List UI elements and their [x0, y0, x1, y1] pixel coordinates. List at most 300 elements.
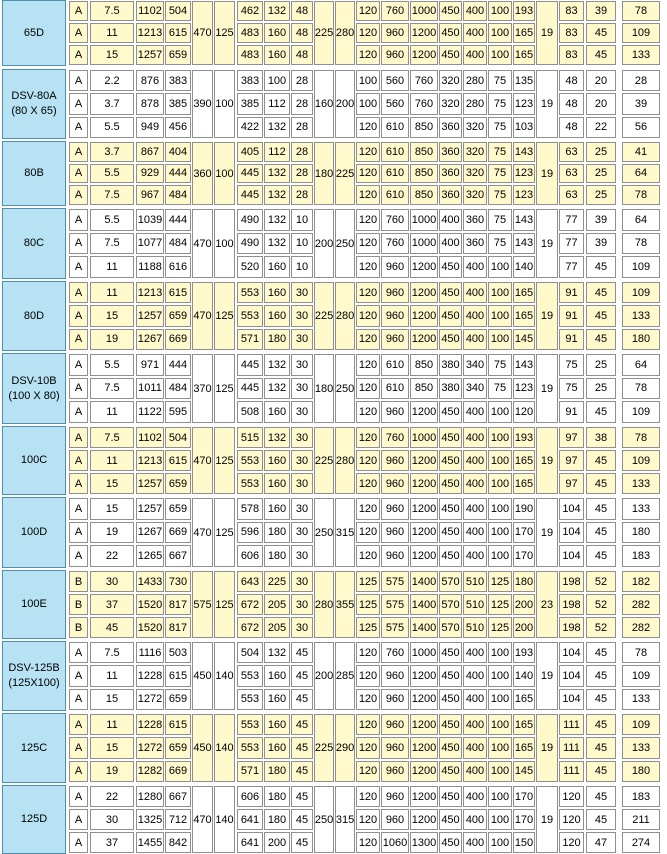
table-cell: A	[69, 450, 88, 471]
table-cell: 112	[264, 142, 290, 162]
table-cell: 120	[356, 761, 380, 782]
table-cell: 140	[513, 256, 535, 278]
table-cell: 75	[488, 164, 512, 184]
table-cell: A	[69, 522, 88, 544]
table-cell: 667	[165, 545, 191, 567]
table-cell: 400	[463, 809, 487, 830]
table-cell: 170	[513, 809, 535, 830]
table-cell: 28	[291, 164, 313, 184]
table-cell: 1200	[410, 329, 438, 350]
table-cell: 120	[356, 142, 380, 162]
table-cell: 280	[463, 70, 487, 91]
table-cell: 91	[559, 282, 584, 303]
table-cell: 133	[622, 498, 660, 520]
table-cell: 1000	[410, 209, 438, 231]
table-cell: 48	[559, 93, 584, 114]
table-cell: A	[69, 378, 88, 400]
merged-cell: 225	[314, 714, 334, 782]
table-cell: 570	[439, 571, 462, 592]
table-cell: 180	[513, 571, 535, 592]
table-cell: 133	[622, 305, 660, 326]
table-cell: 400	[463, 256, 487, 278]
table-cell: 45	[586, 545, 616, 567]
table-cell: 11	[90, 450, 134, 471]
model-cell	[2, 281, 66, 351]
table-cell: 28	[291, 93, 313, 114]
table-cell: 1200	[410, 737, 438, 758]
table-cell: 10	[291, 233, 313, 255]
table-cell: 120	[356, 786, 380, 807]
table-cell: 132	[264, 378, 290, 400]
table-cell: 100	[488, 1, 512, 21]
table-cell: 78	[622, 378, 660, 400]
table-cell: 180	[622, 761, 660, 782]
table-cell: 45	[90, 617, 134, 638]
table-cell: 400	[463, 522, 487, 544]
table-cell: 596	[237, 522, 263, 544]
table-cell: 45	[586, 23, 616, 43]
table-cell: 111	[559, 761, 584, 782]
table-cell: 383	[237, 70, 263, 91]
merged-cell: 125	[214, 1, 235, 65]
table-cell: 282	[622, 594, 660, 615]
table-cell: 340	[463, 354, 487, 376]
table-cell: 1400	[410, 617, 438, 638]
table-cell: 120	[356, 427, 380, 448]
table-cell: 450	[439, 427, 462, 448]
model-cell	[2, 208, 66, 279]
table-cell: 7.5	[90, 1, 134, 21]
table-cell: 132	[264, 642, 290, 663]
merged-cell: 200	[314, 642, 334, 710]
table-cell: 19	[90, 522, 134, 544]
model-cell	[2, 141, 66, 206]
table-cell: 100	[488, 832, 512, 853]
table-cell: 45	[291, 832, 313, 853]
table-cell: 25	[586, 185, 616, 205]
model-label: DSV-80A	[11, 90, 57, 102]
table-cell: 504	[165, 1, 191, 21]
table-cell: 100	[488, 329, 512, 350]
table-cell: 100	[488, 786, 512, 807]
table-cell: 143	[513, 142, 535, 162]
table-cell: 30	[291, 282, 313, 303]
table-cell: 30	[291, 354, 313, 376]
table-cell: 75	[488, 233, 512, 255]
table-cell: 1200	[410, 282, 438, 303]
table-cell: 45	[291, 761, 313, 782]
table-cell: 1520	[136, 594, 164, 615]
merged-cell: 470	[192, 1, 213, 65]
merged-cell: 180	[314, 142, 334, 205]
table-cell: 109	[622, 714, 660, 735]
model-label: 80C	[23, 237, 45, 249]
table-cell: 667	[165, 786, 191, 807]
table-cell: 180	[264, 786, 290, 807]
table-cell: 669	[165, 522, 191, 544]
model-label: 100C	[20, 454, 48, 466]
table-cell: 180	[622, 522, 660, 544]
table-cell: 380	[439, 378, 462, 400]
table-cell: 400	[463, 832, 487, 853]
table-cell: 1060	[381, 832, 409, 853]
table-cell: 1200	[410, 450, 438, 471]
table-cell: 1200	[410, 473, 438, 494]
model-cell	[2, 353, 66, 424]
model-label: 100E	[21, 598, 47, 610]
model-cell	[2, 0, 66, 66]
table-cell: 570	[439, 594, 462, 615]
table-cell: 1325	[136, 809, 164, 830]
table-cell: 960	[381, 45, 409, 65]
table-cell: 120	[356, 401, 380, 423]
table-cell: 553	[237, 714, 263, 735]
table-cell: 75	[488, 209, 512, 231]
table-cell: 193	[513, 1, 535, 21]
merged-cell: 125	[214, 571, 235, 638]
table-cell: 760	[410, 93, 438, 114]
table-cell: 850	[410, 185, 438, 205]
table-cell: 15	[90, 45, 134, 65]
table-cell: 120	[356, 450, 380, 471]
table-cell: 400	[463, 642, 487, 663]
table-cell: 5.5	[90, 209, 134, 231]
model-cell	[2, 426, 66, 495]
table-cell: 100	[488, 473, 512, 494]
table-cell: 1520	[136, 617, 164, 638]
merged-cell: 470	[192, 786, 213, 853]
model-label: (100 X 80)	[8, 389, 60, 402]
model-cell	[2, 785, 66, 854]
table-cell: 143	[513, 233, 535, 255]
table-cell: A	[69, 233, 88, 255]
table-cell: 1200	[410, 305, 438, 326]
table-cell: 1280	[136, 786, 164, 807]
table-cell: 45	[291, 689, 313, 710]
merged-cell: 575	[192, 571, 213, 638]
merged-cell: 360	[192, 142, 213, 205]
table-cell: 25	[586, 378, 616, 400]
table-cell: 45	[586, 714, 616, 735]
table-cell: A	[69, 427, 88, 448]
table-cell: A	[69, 93, 88, 114]
table-cell: A	[69, 642, 88, 663]
table-cell: 132	[264, 164, 290, 184]
table-cell: 225	[264, 571, 290, 592]
table-cell: 132	[264, 117, 290, 138]
table-cell: 100	[488, 665, 512, 686]
table-cell: 145	[513, 329, 535, 350]
table-cell: 400	[439, 209, 462, 231]
table-cell: 878	[136, 93, 164, 114]
table-cell: 22	[586, 117, 616, 138]
table-cell: 850	[410, 354, 438, 376]
table-cell: 104	[559, 522, 584, 544]
model-label: 65D	[23, 26, 45, 39]
table-cell: 111	[559, 714, 584, 735]
table-cell: 75	[488, 185, 512, 205]
table-cell: 25	[586, 142, 616, 162]
table-cell: 274	[622, 832, 660, 853]
merged-cell: 19	[536, 786, 558, 853]
table-cell: 133	[622, 737, 660, 758]
table-cell: 669	[165, 761, 191, 782]
table-cell: 1267	[136, 329, 164, 350]
table-cell: 553	[237, 665, 263, 686]
table-cell: 97	[559, 473, 584, 494]
table-cell: 77	[559, 209, 584, 231]
table-cell: 450	[439, 737, 462, 758]
table-cell: A	[69, 329, 88, 350]
merged-cell: 200	[335, 70, 355, 138]
table-cell: 120	[559, 786, 584, 807]
table-cell: 160	[264, 737, 290, 758]
table-cell: 1282	[136, 761, 164, 782]
table-cell: 120	[356, 233, 380, 255]
table-cell: A	[69, 185, 88, 205]
table-cell: 75	[488, 142, 512, 162]
table-cell: 135	[513, 70, 535, 91]
table-cell: 960	[381, 498, 409, 520]
table-cell: 510	[463, 617, 487, 638]
table-cell: A	[69, 689, 88, 710]
table-cell: 450	[439, 473, 462, 494]
table-cell: 104	[559, 689, 584, 710]
table-cell: A	[69, 809, 88, 830]
table-cell: 125	[488, 571, 512, 592]
table-cell: 30	[291, 498, 313, 520]
table-cell: A	[69, 737, 88, 758]
table-cell: 1077	[136, 233, 164, 255]
table-cell: 120	[356, 737, 380, 758]
model-cell	[2, 641, 66, 711]
table-cell: 100	[488, 427, 512, 448]
table-cell: 183	[622, 545, 660, 567]
table-cell: 77	[559, 256, 584, 278]
merged-cell: 250	[335, 354, 355, 423]
table-cell: 120	[356, 378, 380, 400]
table-cell: 64	[622, 209, 660, 231]
table-cell: 1400	[410, 594, 438, 615]
merged-cell: 225	[314, 1, 334, 65]
table-cell: 490	[237, 233, 263, 255]
table-cell: 610	[381, 142, 409, 162]
table-cell: 100	[488, 737, 512, 758]
table-cell: 45	[586, 761, 616, 782]
table-cell: 180	[264, 522, 290, 544]
table-cell: 28	[622, 70, 660, 91]
table-cell: 48	[291, 1, 313, 21]
table-cell: 100	[488, 45, 512, 65]
table-cell: 1200	[410, 401, 438, 423]
table-cell: 760	[381, 209, 409, 231]
merged-cell: 250	[314, 498, 334, 567]
table-cell: 450	[439, 642, 462, 663]
table-cell: 960	[381, 545, 409, 567]
table-cell: 450	[439, 23, 462, 43]
table-cell: 340	[463, 378, 487, 400]
table-cell: 15	[90, 498, 134, 520]
table-cell: 1200	[410, 256, 438, 278]
table-cell: 450	[439, 522, 462, 544]
table-cell: 320	[439, 70, 462, 91]
table-cell: 1257	[136, 305, 164, 326]
table-cell: 111	[559, 737, 584, 758]
table-cell: 132	[264, 427, 290, 448]
table-cell: 30	[291, 427, 313, 448]
table-cell: 659	[165, 498, 191, 520]
table-cell: 160	[264, 450, 290, 471]
table-cell: 30	[291, 571, 313, 592]
merged-cell: 450	[192, 714, 213, 782]
table-cell: 125	[488, 617, 512, 638]
table-cell: 120	[356, 665, 380, 686]
table-cell: 282	[622, 617, 660, 638]
table-cell: 1200	[410, 761, 438, 782]
table-cell: 45	[586, 522, 616, 544]
table-cell: 15	[90, 305, 134, 326]
table-cell: 320	[463, 117, 487, 138]
merged-cell: 140	[214, 714, 235, 782]
table-cell: 1200	[410, 23, 438, 43]
table-cell: 15	[90, 689, 134, 710]
table-cell: 143	[513, 354, 535, 376]
table-cell: 28	[291, 70, 313, 91]
table-cell: 41	[622, 142, 660, 162]
table-cell: 400	[463, 450, 487, 471]
table-cell: 615	[165, 714, 191, 735]
table-cell: 160	[264, 282, 290, 303]
table-cell: 132	[264, 185, 290, 205]
table-cell: 25	[586, 354, 616, 376]
table-cell: 100	[488, 642, 512, 663]
table-cell: 949	[136, 117, 164, 138]
table-cell: 445	[237, 378, 263, 400]
table-cell: 160	[264, 401, 290, 423]
merged-cell: 470	[192, 282, 213, 350]
table-cell: 120	[513, 401, 535, 423]
table-cell: 25	[586, 164, 616, 184]
table-cell: 560	[381, 70, 409, 91]
table-cell: 450	[439, 401, 462, 423]
table-cell: 450	[439, 450, 462, 471]
table-cell: 132	[264, 233, 290, 255]
table-cell: 28	[291, 142, 313, 162]
table-cell: 100	[356, 93, 380, 114]
table-cell: 1102	[136, 1, 164, 21]
table-cell: A	[69, 164, 88, 184]
table-cell: B	[69, 571, 88, 592]
table-cell: 320	[439, 93, 462, 114]
table-cell: 39	[622, 93, 660, 114]
table-cell: 160	[264, 473, 290, 494]
table-cell: 3.7	[90, 93, 134, 114]
table-cell: 1257	[136, 473, 164, 494]
table-cell: 193	[513, 427, 535, 448]
table-cell: 45	[586, 498, 616, 520]
table-cell: 165	[513, 450, 535, 471]
table-cell: 360	[463, 233, 487, 255]
table-cell: 1228	[136, 714, 164, 735]
table-cell: A	[69, 256, 88, 278]
table-cell: 104	[559, 498, 584, 520]
table-cell: 570	[439, 617, 462, 638]
table-cell: 484	[165, 378, 191, 400]
table-cell: 180	[264, 809, 290, 830]
table-cell: 422	[237, 117, 263, 138]
table-cell: 360	[439, 117, 462, 138]
table-cell: 120	[356, 45, 380, 65]
table-cell: 960	[381, 305, 409, 326]
table-cell: 450	[439, 786, 462, 807]
table-cell: 1200	[410, 545, 438, 567]
table-cell: 120	[356, 522, 380, 544]
table-cell: A	[69, 23, 88, 43]
table-cell: 120	[356, 305, 380, 326]
table-cell: 104	[559, 545, 584, 567]
table-cell: 672	[237, 617, 263, 638]
table-cell: 64	[622, 164, 660, 184]
table-cell: 120	[356, 185, 380, 205]
table-cell: 120	[356, 832, 380, 853]
table-cell: 842	[165, 832, 191, 853]
table-cell: 45	[586, 450, 616, 471]
merged-cell: 125	[214, 427, 235, 494]
table-cell: 615	[165, 23, 191, 43]
table-cell: 45	[586, 401, 616, 423]
table-cell: 400	[463, 737, 487, 758]
table-cell: 380	[439, 354, 462, 376]
table-cell: 850	[410, 142, 438, 162]
table-cell: 400	[463, 45, 487, 65]
table-cell: 615	[165, 450, 191, 471]
table-cell: 1433	[136, 571, 164, 592]
table-cell: 760	[381, 427, 409, 448]
table-cell: 360	[463, 209, 487, 231]
table-cell: 30	[291, 378, 313, 400]
table-cell: 52	[586, 571, 616, 592]
table-cell: 817	[165, 594, 191, 615]
table-cell: 198	[559, 571, 584, 592]
table-cell: 400	[463, 761, 487, 782]
table-cell: 45	[586, 45, 616, 65]
merged-cell: 23	[536, 571, 558, 638]
table-cell: 120	[356, 117, 380, 138]
table-cell: 30	[90, 571, 134, 592]
table-cell: 7.5	[90, 233, 134, 255]
table-cell: 160	[264, 498, 290, 520]
table-cell: 120	[356, 642, 380, 663]
table-cell: 1200	[410, 45, 438, 65]
table-cell: 52	[586, 594, 616, 615]
table-cell: 1000	[410, 233, 438, 255]
table-cell: 160	[264, 689, 290, 710]
table-cell: 450	[439, 689, 462, 710]
table-cell: 100	[356, 70, 380, 91]
table-cell: 659	[165, 737, 191, 758]
table-cell: 180	[264, 545, 290, 567]
table-cell: 1200	[410, 809, 438, 830]
table-cell: 960	[381, 256, 409, 278]
table-cell: 11	[90, 401, 134, 423]
table-cell: 20	[586, 70, 616, 91]
table-cell: 5.5	[90, 164, 134, 184]
table-cell: 45	[291, 714, 313, 735]
table-cell: 444	[165, 354, 191, 376]
table-cell: 120	[356, 714, 380, 735]
table-cell: A	[69, 786, 88, 807]
table-cell: 960	[381, 665, 409, 686]
